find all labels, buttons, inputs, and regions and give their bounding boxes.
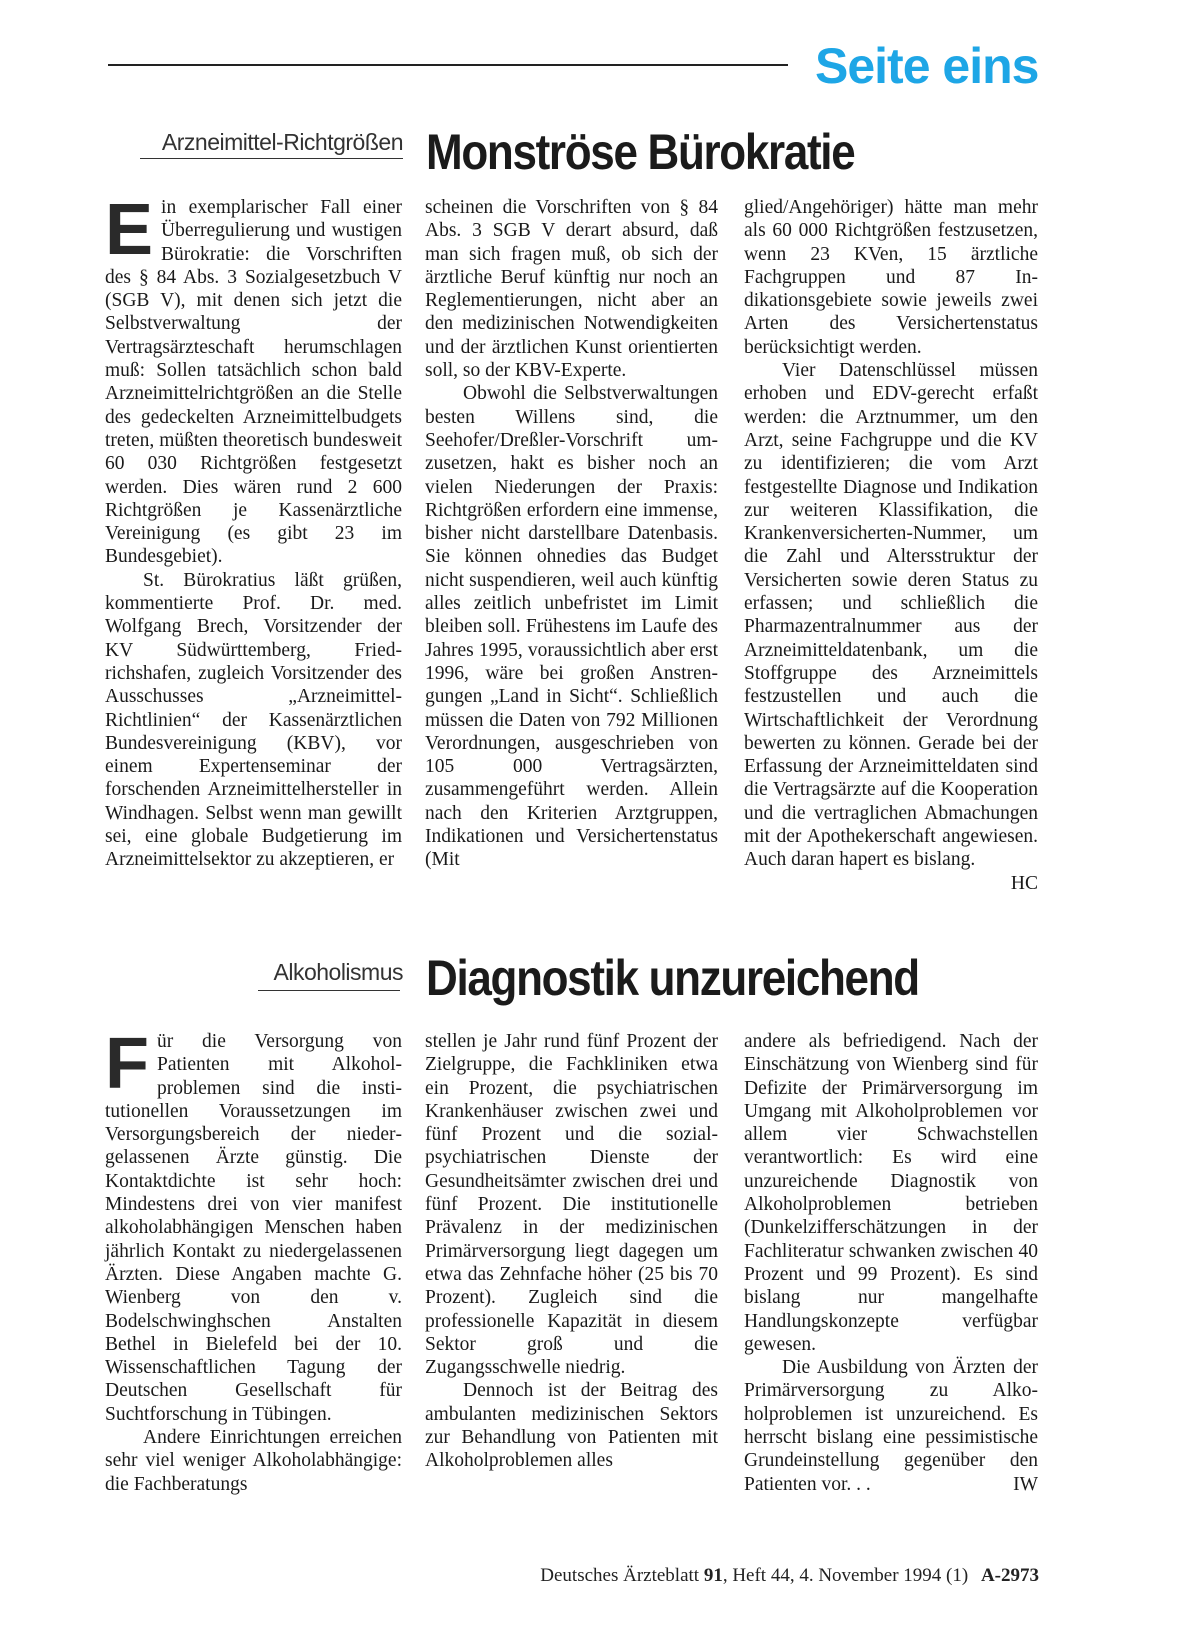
article2-column-2 bbox=[425, 1030, 718, 1473]
article2-paragraph-text: Die Ausbildung von Ärzten der Primärversorgung zu Alkoholproblemen ist unzureichend. Es herrscht bislang eine pessimistische Grundeinstellung gegenüber den Patienten vor. . . bbox=[744, 1357, 1038, 1495]
article1-paragraph: in exemplarischer Fall einer Überregulierung und wustigen Bürokratie: die Vorschriften des § 84 Abs. 3 Sozialgesetzbuch V (SGB V), mit denen sich jetzt die Selbstverwaltung der Vertragsärzteschaft herumschlagen muß: Sollen tatsächlich schon bald Arzneimittelrichtgrößen an die Stelle des gedeckelten Arzneimittelbudgets treten, müßten theoretisch bundesweit 60 030 Richtgrößen festgesetzt werden. Dies wären rund 2 600 Richtgrößen je Kassenärztliche Vereinigung (es gibt 23 im Bundesgebiet). bbox=[105, 197, 402, 568]
article2-signature: IW bbox=[1013, 1473, 1038, 1495]
article1-kicker: Arzneimittel-Richtgrößen bbox=[161, 129, 403, 155]
header-rule bbox=[108, 64, 788, 66]
article2-headline: Diagnostik unzureichend bbox=[426, 950, 919, 1006]
article1-paragraph bbox=[744, 359, 1038, 894]
article2-paragraph: Andere Einrichtungen erreichen sehr viel weniger Alkoholabhängige: die Fachberatungs bbox=[105, 1427, 402, 1495]
article1-column-1 bbox=[105, 190, 402, 872]
article2-paragraph: stellen je Jahr rund fünf Prozent der Zielgruppe, die Fachkliniken etwa ein Prozent, die psychiatrischen Krankenhäuser zwischen zwei und fünf Prozent und die sozial-psychiatrischen Dienste der Gesundheitsämter zwischen drei und fünf Prozent. Die institutionelle Prävalenz in der medizinischen Primärversorgung liegt dagegen um etwa das Zehnfache höher (25 bis 70 Prozent). Zugleich sind die professionelle Kapazität in diesem Sektor groß und die Zugangsschwelle niedrig. bbox=[425, 1031, 718, 1379]
article2-paragraph: andere als befriedigend. Nach der Einschätzung von Wienberg sind für Defizite der Primärversorgung im Umgang mit Alkoholproblemen vor allem vier Schwachstellen verantwortlich: Es wird eine unzureichende Diagnostik von Alkoholproblemen betrieben (Dunkelzifferschätzungen in der Fachliteratur schwanken zwischen 40 Prozent und 99 Prozent). Es sind bislang nur mangelhafte Handlungskonzepte verfügbar gewesen. bbox=[744, 1031, 1038, 1355]
footer-journal: Deutsches Ärzteblatt bbox=[540, 1565, 700, 1586]
article1-dropcap: E bbox=[105, 190, 154, 270]
article1-paragraph-text: Vier Datenschlüssel müssen erhoben und EDV-gerecht erfaßt werden: die Arztnummer, um den Arzt, seine Fachgruppe und die KV zu identifizieren; die vom Arzt festgestellte Diagnose und Indikation zur weiteren Klassifikation, die Krankenversicherten-Nummer, um die Zahl und Altersstruktur der Versicherten sowie deren Status zu erfassen; und schließlich die Pharmazentralnummer aus der Arzneimitteldatenbank, um die Stoffgruppe des Arzneimittels festzustellen und auch die Wirtschaftlichkeit der Verordnung bewerten zu können. Gerade bei der Erfassung der Arzneimitteldaten sind die Vertragsärzte auf die Kooperation und die vertraglichen Abmachungen mit der Apothekerschaft angewiesen. Auch daran hapert es bislang. bbox=[744, 360, 1038, 871]
footer-volume: 91 bbox=[703, 1565, 723, 1586]
page-footer bbox=[540, 1565, 1039, 1587]
article1-headline: Monströse Bürokratie bbox=[426, 124, 855, 180]
article2-paragraph: ür die Versorgung von Patienten mit Alkoholproblemen sind die institutionellen Voraussetzungen im Versorgungsbereich der niedergelassenen Ärzte günstig. Die Kontaktdichte ist sehr hoch: Mindestens drei von vier manifest alkoholabhängigen Menschen haben jährlich Kontakt zu niedergelassenen Ärzten. Diese Angaben machte G. Wienberg von den v. Bodelschwinghschen Anstalten Bethel in Bielefeld bei der 10. Wissenschaftlichen Tagung der Deutschen Gesellschaft für Suchtforschung in Tübingen. bbox=[105, 1031, 402, 1425]
section-title: Seite eins bbox=[815, 38, 1039, 94]
article2-dropcap: F bbox=[105, 1024, 149, 1104]
article1-signature: HC bbox=[1010, 872, 1038, 894]
article1-kicker-rule bbox=[140, 158, 403, 159]
article2-paragraph bbox=[744, 1356, 1038, 1496]
article2-column-3 bbox=[744, 1030, 1038, 1496]
article1-column-3 bbox=[744, 196, 1038, 895]
article1-paragraph: Obwohl die Selbstverwaltungen besten Willens sind, die Seehofer/Dreßler-Vorschrift umzusetzen, hakt es bisher noch an vielen Niederungen der Praxis: Richtgrößen erfordern eine immense, bisher nicht darstellbare Datenbasis. Sie können ohnedies das Budget nicht suspendieren, weil auch künftig alles zeitlich unbefristet im Limit bleiben soll. Frühestens im Laufe des Jahres 1995, voraussichtlich aber erst 1996, wäre bei großen Anstrengungen „Land in Sicht“. Schließlich müssen die Daten von 792 Millionen Verordnungen, ausgeschrieben von 105 000 Vertragsärzten, zusammengeführt werden. Allein nach den Kriterien Arztgruppen, Indikationen und Versichertenstatus (Mit bbox=[425, 383, 718, 871]
article2-paragraph: Dennoch ist der Beitrag des ambulanten medizinischen Sektors zur Behandlung von Patienten mit Alkoholproblemen alles bbox=[425, 1380, 718, 1472]
article1-column-2 bbox=[425, 196, 718, 872]
article1-paragraph: glied/Angehöriger) hätte man mehr als 60 000 Richtgrößen festzusetzen, wenn 23 KVen, 15 ärztliche Fachgruppen und 87 Indikationsgebiete sowie jeweils zwei Arten des Versichertenstatus berücksichtigt werden. bbox=[744, 197, 1038, 358]
article2-kicker: Alkoholismus bbox=[273, 959, 403, 985]
footer-page-number: A-2973 bbox=[980, 1565, 1039, 1586]
article1-paragraph: St. Bürokratius läßt grüßen, kommentierte Prof. Dr. med. Wolfgang Brech, Vorsitzender der KV Südwürttemberg, Friedrichshafen, zugleich Vorsitzender des Ausschusses „Arzneimittel-Richtlinien“ der Kassenärztlichen Bundesvereinigung (KBV), vor einem Expertenseminar der forschenden Arzneimittelhersteller in Windhagen. Selbst wenn man gewillt sei, eine globale Budgetierung im Arzneimittelsektor zu akzeptieren, er bbox=[105, 569, 402, 871]
article2-column-1 bbox=[105, 1024, 402, 1496]
footer-issue-date: , Heft 44, 4. November 1994 (1) bbox=[722, 1565, 969, 1586]
article1-paragraph: scheinen die Vorschriften von § 84 Abs. 3 SGB V derart absurd, daß man sich fragen muß, ob sich der ärztliche Beruf künftig nur noch an Reglementierungen, nicht aber an den medizinischen Notwendigkeiten und der ärztlichen Kunst orientierten soll, so der KBV-Experte. bbox=[425, 197, 718, 382]
article2-kicker-rule bbox=[258, 990, 400, 991]
